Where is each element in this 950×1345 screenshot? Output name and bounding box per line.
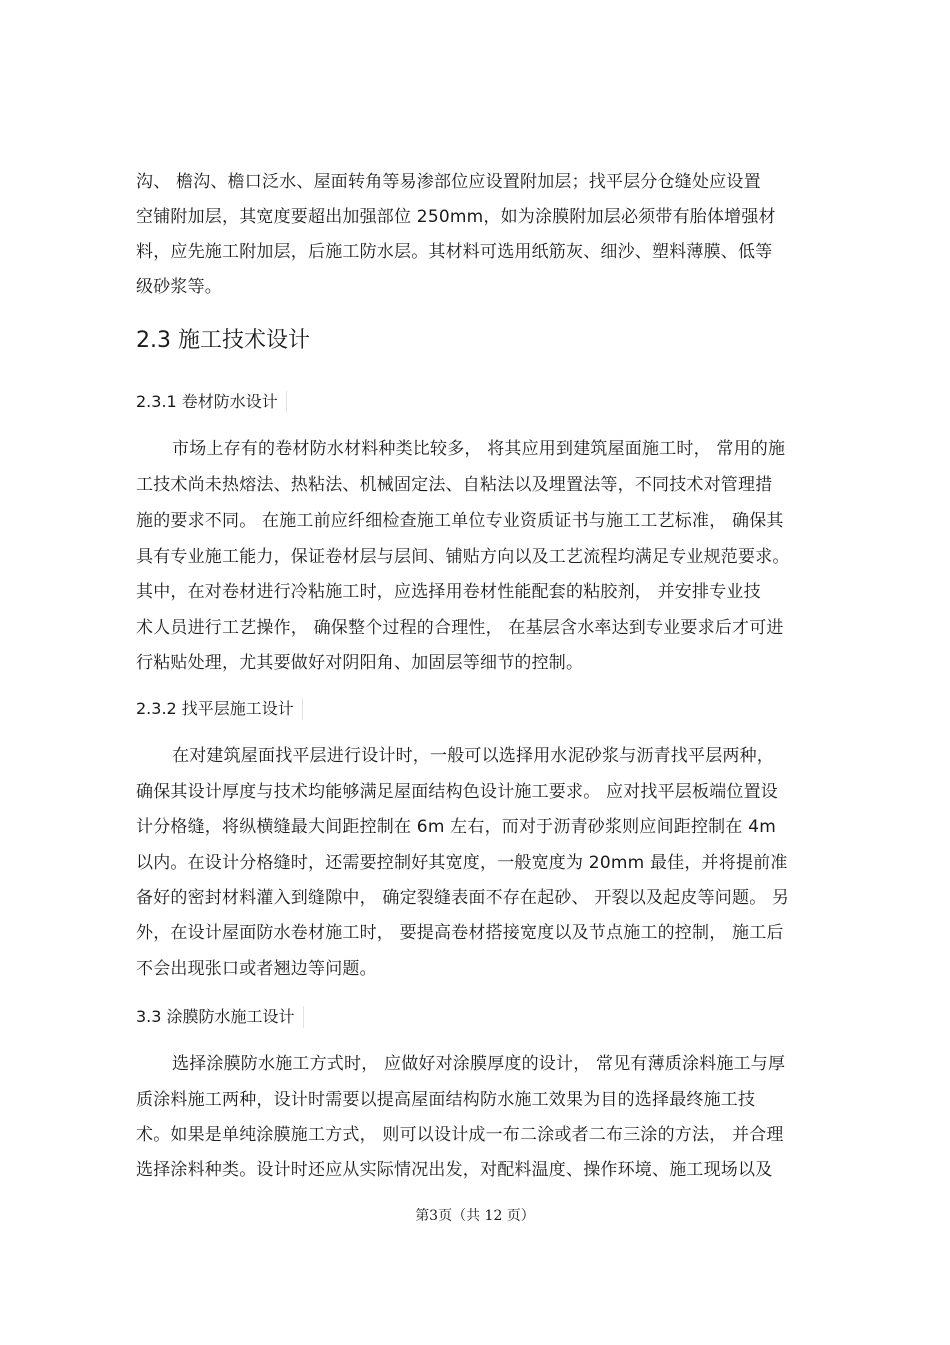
intro-line-4: 级砂浆等。	[136, 277, 222, 297]
para-2-3-1-line-3: 施的要求不同。 在施工前应纤细检查施工单位专业资质证书与施工工艺标准， 确保其	[136, 511, 784, 531]
para-2-3-2-line-2: 确保其设计厚度与技术均能够满足屋面结构色设计施工要求。 应对找平层板端位置设	[136, 782, 779, 802]
para-2-3-2-line-1: 在对建筑屋面找平层进行设计时，一般可以选择用水泥砂浆与沥青找平层两种，	[172, 746, 774, 766]
para-2-3-2-line-6: 外，在设计屋面防水卷材施工时， 要提高卷材搭接宽度以及节点施工的控制， 施工后	[136, 923, 784, 943]
para-2-3-2-line-7: 不会出现张口或者翘边等问题。	[136, 959, 377, 979]
intro-line-1: 沟、 檐沟、檐口泛水、屋面转角等易渗部位应设置附加层；找平层分仓缝处应设置	[136, 172, 761, 192]
intro-line-2: 空铺附加层，其宽度要超出加强部位 250mm，如为涂膜附加层必须带有胎体增强材	[136, 207, 776, 227]
para-3-3-line-2: 质涂料施工两种，设计时需要以提高屋面结构防水施工效果为目的选择最终施工技	[136, 1090, 756, 1110]
para-3-3-line-1: 选择涂膜防水施工方式时， 应做好对涂膜厚度的设计， 常见有薄质涂料施工与厚	[172, 1054, 786, 1074]
subsection-heading-2-3-2: 2.3.2 找平层施工设计	[136, 698, 303, 720]
section-heading-2-3: 2.3 施工技术设计	[136, 328, 310, 353]
para-2-3-2-line-5: 备好的密封材料灌入到缝隙中， 确定裂缝表面不存在起砂、 开裂以及起皮等问题。 另	[136, 888, 790, 908]
para-2-3-1-line-1: 市场上存有的卷材防水材料种类比较多， 将其应用到建筑屋面施工时， 常用的施	[172, 439, 786, 459]
para-2-3-1-line-7: 行粘贴处理，尤其要做好对阴阳角、加固层等细节的控制。	[136, 653, 584, 673]
page-footer: 第3页（共 12 页）	[415, 1208, 535, 1224]
para-2-3-1-line-4: 具有专业施工能力，保证卷材层与层间、铺贴方向以及工艺流程均满足专业规范要求。	[136, 547, 790, 567]
para-2-3-2-line-3: 计分格缝，将纵横缝最大间距控制在 6m 左右，而对于沥青砂浆则应间距控制在 4m	[136, 817, 776, 837]
subsection-heading-2-3-1: 2.3.1 卷材防水设计	[136, 391, 287, 413]
para-2-3-1-line-5: 其中，在对卷材进行冷粘施工时，应选择用卷材性能配套的粘胶剂， 并安排专业技	[136, 582, 761, 602]
para-2-3-2-line-4: 以内。在设计分格缝时，还需要控制好其宽度，一般宽度为 20mm 最佳，并将提前准	[136, 853, 788, 873]
subsection-heading-3-3: 3.3 涂膜防水施工设计	[136, 1006, 304, 1028]
intro-line-3: 料，应先施工附加层，后施工防水层。其材料可选用纸筋灰、细沙、塑料薄膜、低等	[136, 242, 773, 262]
para-3-3-line-4: 选择涂料种类。设计时还应从实际情况出发，对配料温度、操作环境、施工现场以及	[136, 1160, 773, 1180]
para-3-3-line-3: 术。如果是单纯涂膜施工方式， 则可以设计成一布二涂或者二布三涂的方法， 并合理	[136, 1125, 784, 1145]
para-2-3-1-line-6: 术人员进行工艺操作， 确保整个过程的合理性， 在基层含水率达到专业要求后才可进	[136, 618, 784, 638]
para-2-3-1-line-2: 工技术尚未热熔法、热粘法、机械固定法、自粘法以及埋置法等，不同技术对管理措	[136, 475, 773, 495]
